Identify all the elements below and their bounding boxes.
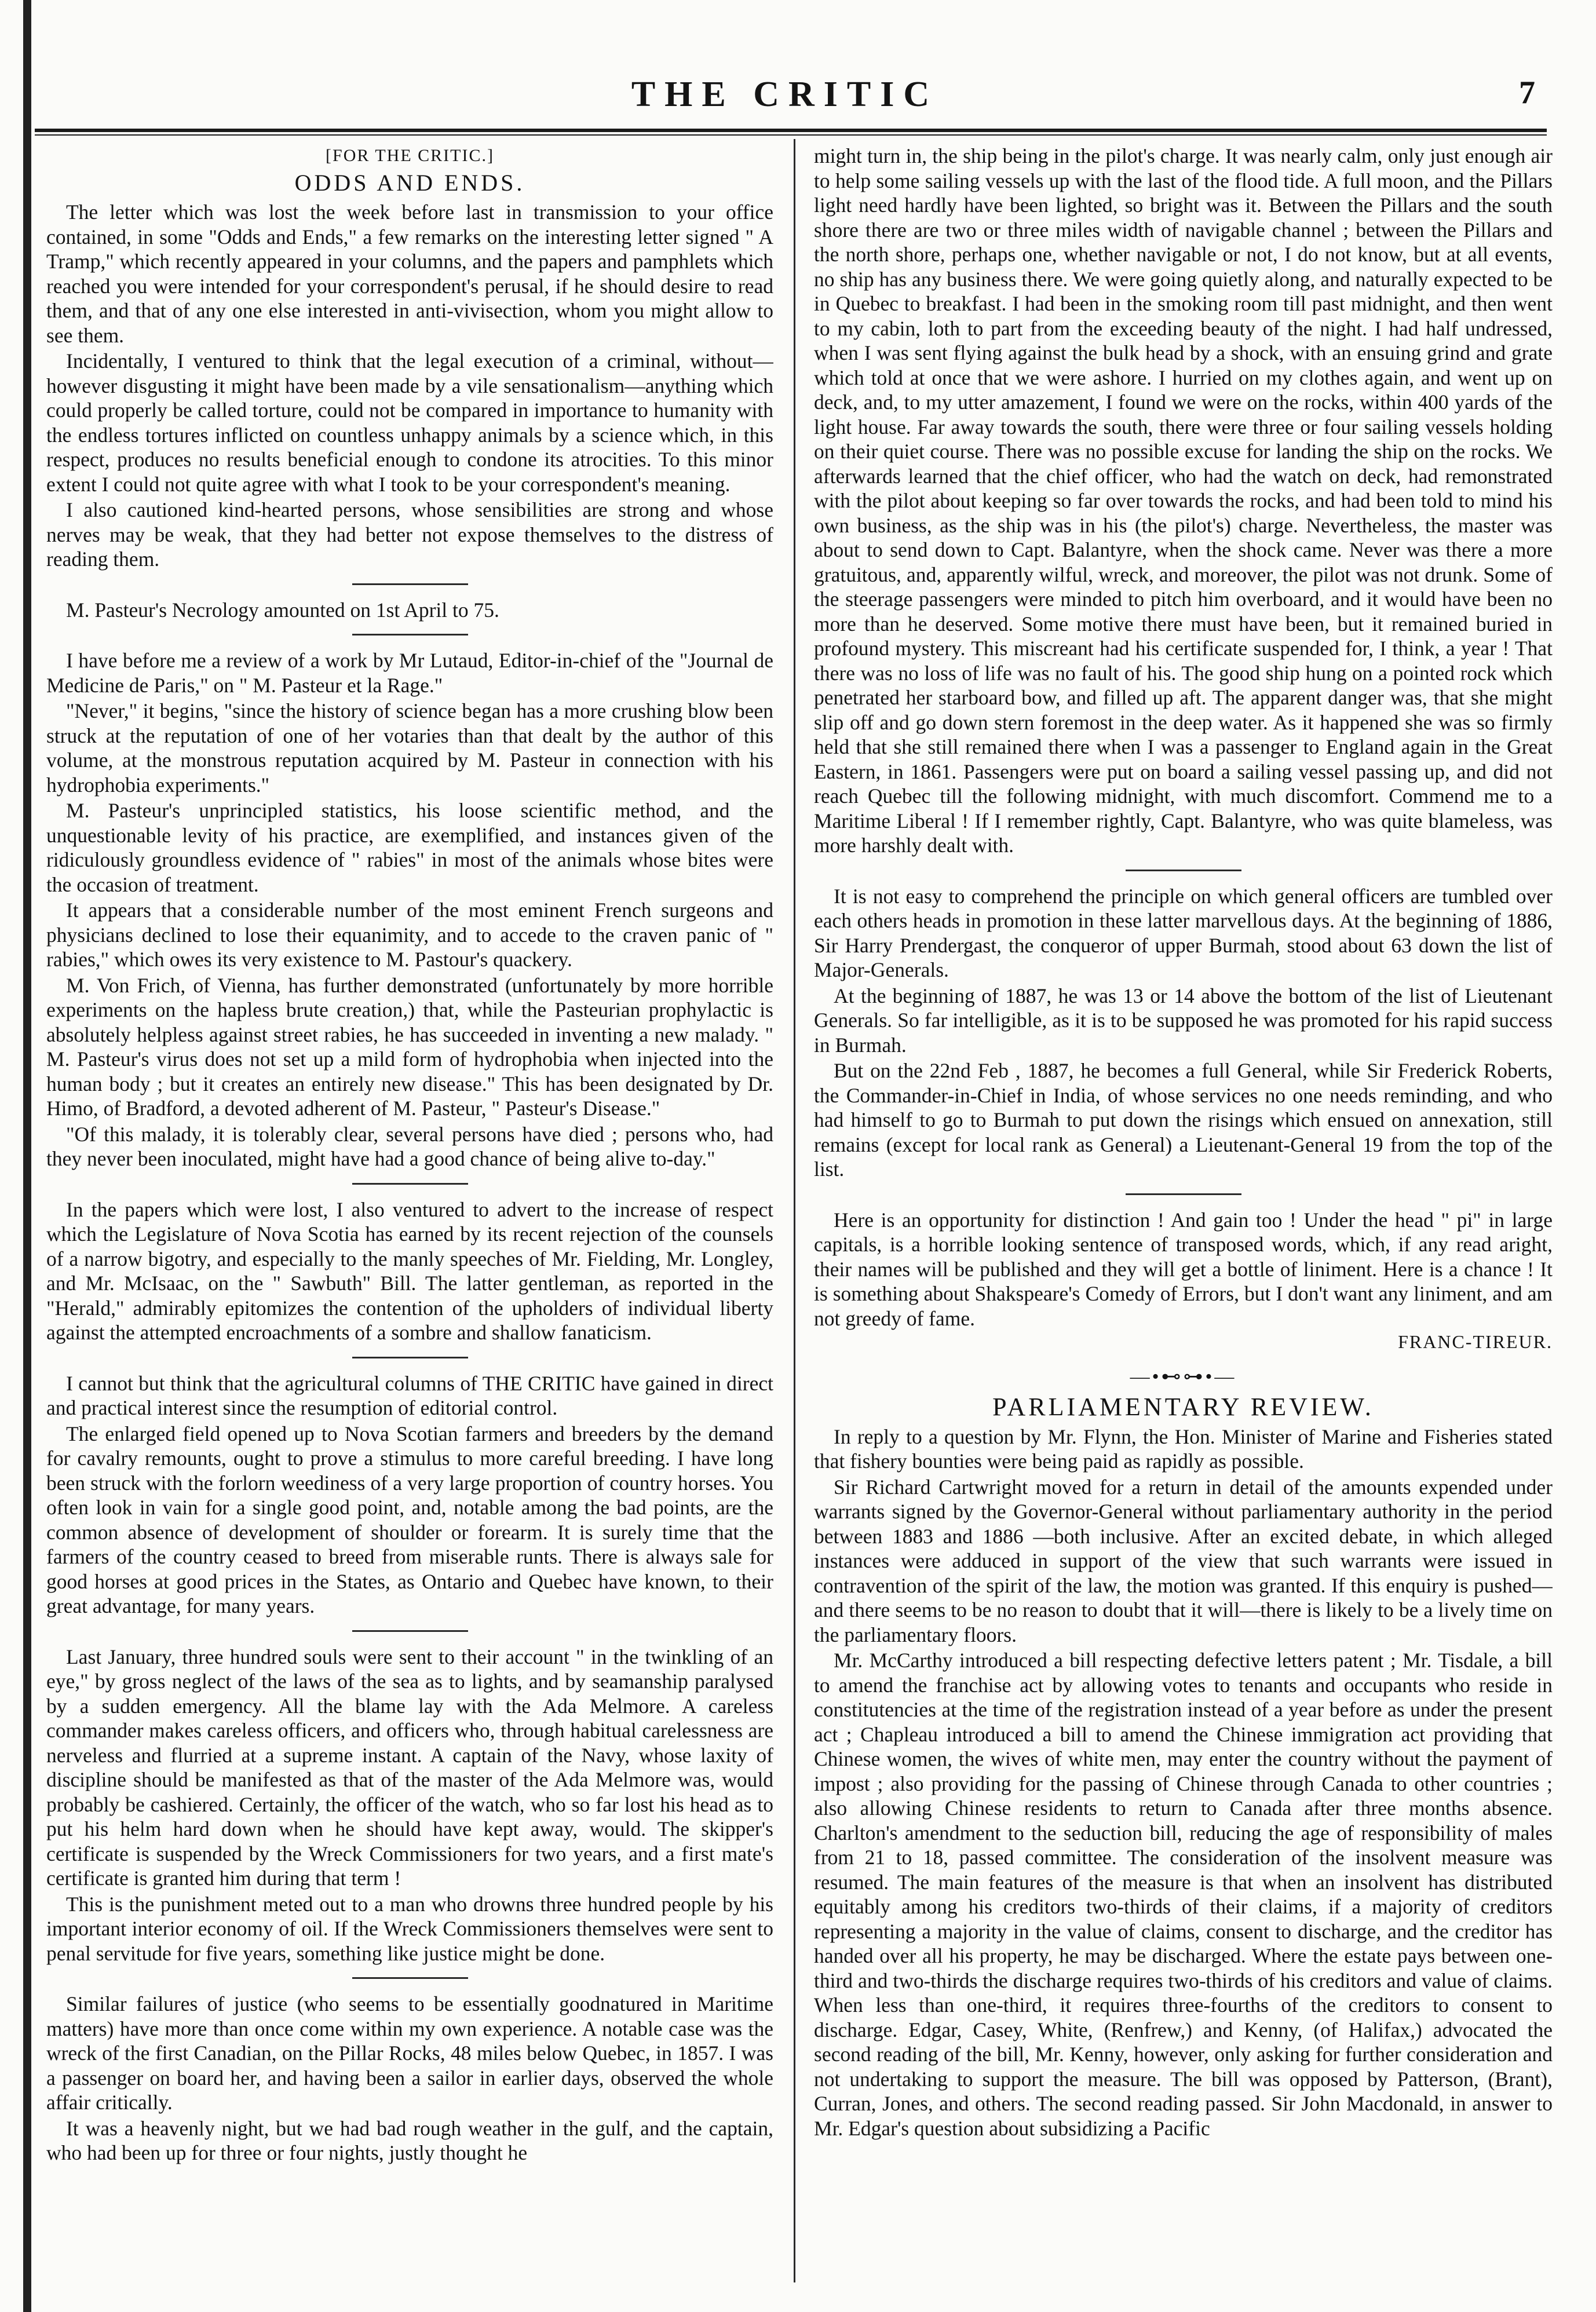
paragraph: might turn in, the ship being in the pilot's charge. It was nearly calm, only just enough air to help some sailing vessels up with the last of the flood tide. A full moon, and the Pillars light need hardly have been lighted, so bright was it. Between the Pillars and the south shore there are two or three miles width of navigable channel ; between the Pillars and the north shore, perhaps one, whether navigable or not, I do not know, but at all events, no ship has any business there. We were going quietly along, and naturally expected to be in Quebec to breakfast. I had been in the smoking room till past midnight, and then went to my cabin, loth to part from the exceeding beauty of the night. I had half undressed, when I was sent flying against the bulk head by a shock, with an ensuing grind and grate which told at once that we were ashore. I hurried on my clothes again, and went up on deck, and, to my utter amazement, I found we were on the rocks, within 400 yards of the light house. Far away towards the south, there were three or four sailing vessels holding on their quiet course. There was no possible excuse for landing the ship on the rocks. We afterwards learned that the chief officer, who had the watch on deck, had remonstrated with the pilot about keeping so far over towards the rocks, and had been told to mind his own business, as the ship was in his (the pilot's) charge. Nevertheless, the master was about to send down to Capt. Balantyre, when the shock came. Never was there a more gratuitous, and, apparently wilful, wreck, and moreover, the pilot was not drunk. Some of the steerage passengers were minded to pitch him overboard, and it would have been no more than he deserved. Some motive there must have been, but it remained buried in profound mystery. This miscreant had his certificate suspended for, I think, a year ! That there was no loss of life was no fault of his. The good ship hung on a pointed rock which penetrated her starboard bow, and filled up aft. The apparent danger was, that she might slip off and go down stern foremost in the deep water. As it happened she was so firmly held that she still remained there when I was a passenger to England again in the Great Eastern, in 1861. Passengers were put on board a sailing vessel passing up, and did not reach Quebec till the following midnight, with much discomfort. Commend me to a Maritime Liberal ! If I remember rightly, Capt. Balantyre, who was quite blameless, was more harshly dealt with.	[814, 144, 1553, 857]
paragraph: But on the 22nd Feb , 1887, he becomes a full General, while Sir Frederick Roberts, the Commander-in-Chief in India, of whose services no one needs reminding, and who had himself to go to Burmah to put down the risings which ensued on annexation, still remains (except for local rank as General) a Lieutenant-General 19 from the top of the list.	[814, 1059, 1553, 1181]
column-divider	[794, 139, 795, 2282]
paragraph: It was a heavenly night, but we had bad rough weather in the gulf, and the captain, who had been up for three or four nights, justly thought he	[46, 2116, 773, 2164]
section-separator	[1126, 1193, 1241, 1195]
paragraph: Last January, three hundred souls were sent to their account " in the twinkling of an eye," by gross neglect of the laws of the sea as to lights, and by seamanship paralysed by a sudden emergency. All the blame lay with the Ada Melmore. A careless commander makes careless officers, and officers who, through habitual carelessness are nerveless and flurried at a supreme instant. A captain of the Navy, whose laxity of discipline should be manifested as that of the master of the Ada Melmore was, would probably be cashiered. Certainly, the officer of the watch, who so far lost his head as to put his helm hard down when he should have kept away, would. The skipper's certificate is suspended by the Wreck Commissioners for two years, and a first mate's certificate is granted him during that term !	[46, 1645, 773, 1890]
paragraph: It is not easy to comprehend the principle on which general officers are tumbled over each others heads in promotion in these latter marvellous days. At the beginning of 1886, Sir Harry Prendergast, the conqueror of upper Burmah, stood about 63 down the list of Major-Generals.	[814, 884, 1553, 981]
paragraph: Sir Richard Cartwright moved for a return in detail of the amounts expended under warrants signed by the Governor-General without parliamentary authority in the period between 1883 and 1886 —both inclusive. After an excited debate, in which alleged instances were adduced in support of the view that such warrants were issued in contravention of the spirit of the law, the motion was granted. If this enquiry is pushed—and there seems to be no reason to doubt that it will—there is likely to be a lively time on the parliamentary floors.	[814, 1475, 1553, 1646]
paragraph: Incidentally, I ventured to think that the legal execution of a criminal, without—however disgusting it might have been made by a vile sensationalism—anything which could properly be called torture, could not be compared in importance to humanity with the endless tortures inflicted on countless unhappy animals by a science which, in this respect, produces no results beneficial enough to condone its atrocities. To this minor extent I could not quite agree with what I took to be your correspondent's meaning.	[46, 349, 773, 496]
paragraph: I have before me a review of a work by Mr Lutaud, Editor-in-chief of the "Journal de Medicine de Paris," on " M. Pasteur et la Rage."	[46, 649, 773, 697]
paragraph: In reply to a question by Mr. Flynn, the Hon. Minister of Marine and Fisheries stated that fishery bounties were being paid as rapidly as possible.	[814, 1425, 1553, 1473]
paragraph: M. Pasteur's unprincipled statistics, his loose scientific method, and the unquestionable levity of his practice, are exemplified, and instances given of the ridiculously groundless evidence of " rabies" in most of the animals whose bites were the occasion of treatment.	[46, 799, 773, 896]
section-separator	[352, 634, 468, 635]
paragraph: I cannot but think that the agricultural columns of THE CRITIC have gained in direct and practical interest since the resumption of editorial control.	[46, 1371, 773, 1419]
paragraph: "Never," it begins, "since the history of science began has a more crushing blow been struck at the reputation of one of her votaries than that dealt by the author of this volume, at the monstrous reputation acquired by M. Pasteur in connection with his hydrophobia experiments."	[46, 699, 773, 797]
paragraph: The enlarged field opened up to Nova Scotian farmers and breeders by the demand for cavalry remounts, ought to prove a stimulus to more careful breeding. I have long been struck with the forlorn weediness of a very large proportion of country horses. You often look in vain for a single good point, and, notable among the bad points, are the common absence of development of shoulder or forearm. It is surely time that the farmers of the country ceased to breed from miserable runts. There is always sale for good horses at good prices in the States, as Ontario and Quebec have known, to their great advantage, for many years.	[46, 1422, 773, 1617]
paragraph: M. Von Frich, of Vienna, has further demonstrated (unfortunately by more horrible experiments on the hapless brute creation,) that, while the Pasteurian prophylactic is absolutely helpless against street rabies, he has succeeded in inventing a new malady. " M. Pasteur's virus does not set up a mild form of hydrophobia when injected into the human body ; but it creates an entirely new disease." This has been designated by Dr. Himo, of Bradford, a devoted adherent of M. Pasteur, " Pasteur's Disease."	[46, 973, 773, 1120]
article-heading-odds-and-ends: ODDS AND ENDS.	[294, 169, 525, 196]
newspaper-title: THE CRITIC	[631, 75, 939, 114]
paragraph: At the beginning of 1887, he was 13 or 14 above the bottom of the list of Lieutenant Generals. So far intelligible, as it is to be supposed he was promoted for his rapid success in Burmah.	[814, 984, 1553, 1057]
section-separator	[1126, 870, 1241, 871]
paragraph: Here is an opportunity for distinction ! And gain too ! Under the head " pi" in large capitals, is a horrible looking sentence of transposed words, which, if any read aright, their names will be published and they will get a bottle of liniment. Here is a chance ! It is something about Shakspeare's Comedy of Errors, but I don't want any liniment, and am not greedy of fame.	[814, 1208, 1553, 1330]
section-separator	[352, 1977, 468, 1979]
right-column	[814, 144, 1553, 2287]
masthead	[35, 64, 1535, 133]
article-heading-parliamentary-review: PARLIAMENTARY REVIEW.	[992, 1393, 1374, 1421]
paragraph: This is the punishment meted out to a man who drowns three hundred people by his important interior economy of oil. If the Wreck Commissioners themselves were sent to penal servitude for five years, something like justice might be done.	[46, 1892, 773, 1965]
paragraph: In the papers which were lost, I also ventured to advert to the increase of respect which the Legislature of Nova Scotia has earned by its recent rejection of the counsels of a narrow bigotry, and especially to the manly speeches of Mr. Fielding, Mr. Longley, and Mr. McIsaac, on the " Sawbuth" Bill. The latter gentleman, as reported in the "Herald," admirably epitomizes the contention of the upholders of individual liberty against the attempted encroachments of a sombre and shallow fanaticism.	[46, 1197, 773, 1344]
paragraph: "Of this malady, it is tolerably clear, several persons have died ; persons who, had they never been inoculated, might have had a good chance of being alive to-day."	[46, 1122, 773, 1170]
left-column	[46, 144, 773, 2287]
page-number: 7	[1519, 75, 1535, 111]
paragraph: The letter which was lost the week before last in transmission to your office contained, in some "Odds and Ends," a few remarks on the interesting letter signed " A Tramp," which recently appeared in your columns, and the papers and pamphlets which reached you were intended for your correspondent's perusal, if he should desire to read them, and that of any one else interested in anti-vivisection, whom you might allow to see them.	[46, 200, 773, 347]
ornamental-divider: —•⊷⊶•—	[1130, 1365, 1237, 1387]
paragraph: Mr. McCarthy introduced a bill respecting defective letters patent ; Mr. Tisdale, a bill to amend the franchise act by allowing votes to tenants and occupants who reside in constitutencies at the time of the registration instead of a year before as under the present act ; Chapleau introduced a bill to amend the Chinese immigration act providing that Chinese women, the wives of white men, may enter the country without the payment of impost ; also providing for the passing of Chinese through Canada to other countries ; also allowing Chinese residents to return to Canada after three months absence. Charlton's amendment to the seduction bill, reducing the age of responsibility of males from 21 to 18, passed committee. The consideration of the insolvent measure was resumed. The main features of the measure is that when an insolvent has distributed equitably among his creditors two-thirds of their claims, if a majority of creditors representing a majority in the value of claims, consent to discharge, and the creditor has handed over all his property, he may be discharged. Where the estate pays between one-third and two-thirds the discharge requires two-thirds of his creditors and value of claims. When less than one-third, it requires three-fourths of the creditors to consent to discharge. Edgar, Casey, White, (Renfrew,) and Kenny, (of Halifax,) advocated the second reading of the bill, Mr. Kenny, however, only asking for further consideration and not undertaking to support the measure. The bill was opposed by Patterson, (Brant), Curran, Jones, and others. The second reading passed. Sir John Macdonald, in answer to Mr. Edgar's question about subsidizing a Pacific	[814, 1649, 1553, 2140]
section-separator	[352, 1183, 468, 1185]
author-signature: FRANC-TIREUR.	[1398, 1331, 1553, 1352]
paragraph: It appears that a considerable number of the most eminent French surgeons and physicians declined to lose their equanimity, and to accede to the craven panic of " rabies," which owes its very existence to M. Pastour's quackery.	[46, 898, 773, 971]
page-edge-shadow	[23, 0, 31, 2312]
article-kicker: [FOR THE CRITIC.]	[326, 146, 494, 165]
paragraph: I also cautioned kind-hearted persons, whose sensibilities are strong and whose nerves may be weak, that they had better not expose themselves to the distress of reading them.	[46, 498, 773, 571]
masthead-rule-thick	[35, 129, 1547, 132]
section-separator	[352, 1630, 468, 1632]
pasteur-subhead: M. Pasteur's Necrology amounted on 1st April to 75.	[66, 598, 499, 622]
section-separator	[352, 1357, 468, 1358]
paragraph: Similar failures of justice (who seems to be essentially goodnatured in Maritime matters) have more than once come within my own experience. A notable case was the wreck of the first Canadian, on the Pillar Rocks, 48 miles below Quebec, in 1857. I was a passenger on board her, and having been a sailor in earlier days, observed the whole affair critically.	[46, 1992, 773, 2114]
masthead-rule-thin	[35, 134, 1547, 136]
section-separator	[352, 583, 468, 585]
